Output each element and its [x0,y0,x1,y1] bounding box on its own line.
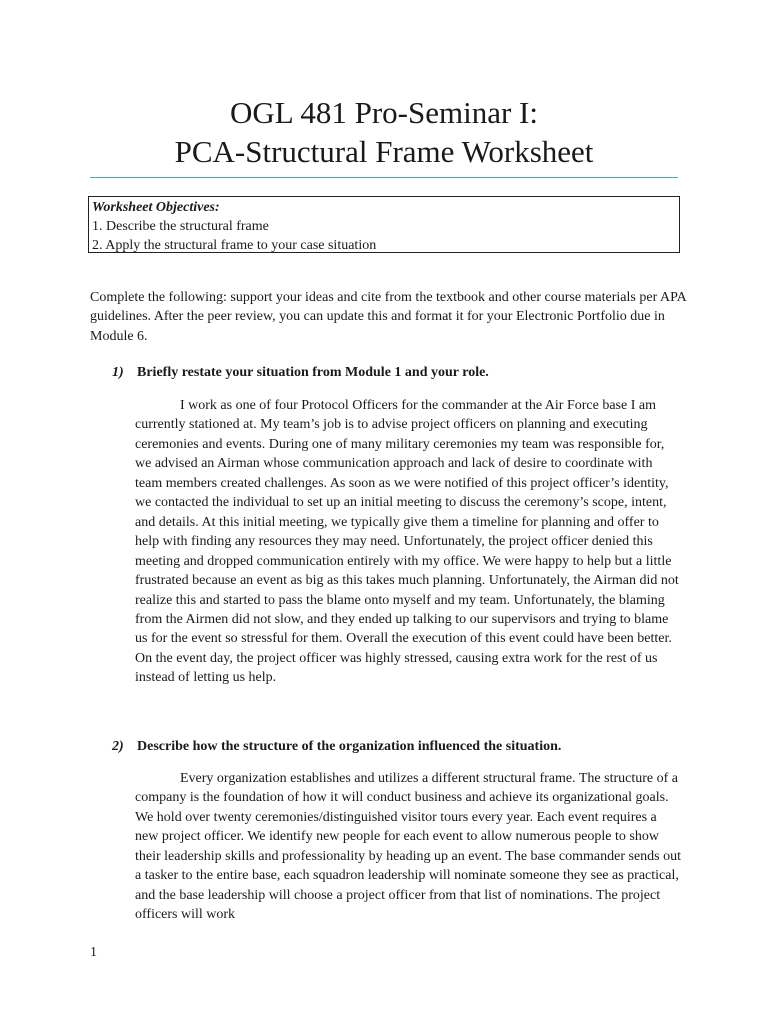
question-text: Briefly restate your situation from Module 1 and your role. [137,365,489,380]
question-1 [112,363,489,382]
instructions-paragraph: Complete the following: support your ideas and cite from the textbook and other course materials per APA guidelines. After the peer review, you can update this and format it for your Electronic Portfolio due in Module 6. [90,290,686,344]
document-title-line-1: OGL 481 Pro-Seminar I: [230,95,538,130]
question-number: 1) [112,365,124,380]
answer-1-paragraph: I work as one of four Protocol Officers for the commander at the Air Force base I am currently stationed at. My team’s job is to advise project officers on planning and executing ceremonies and events. During one of many military ceremonies my team was responsible for, we advised an Airman whose communication approach and lack of desire to coordinate with team members created challenges. As soon as we were notified of this project officer’s identity, we contacted the individual to set up an initial meeting to discuss the ceremony’s scope, intent, and details. At this initial meeting, we typically give them a timeline for planning and offer to help with finding any resources they may need. Unfortunately, the project officer denied this meeting and dropped communication entirely with my office. We were happy to help but a little frustrated because an event as big as this takes much planning. Unfortunately, the Airman did not realize this and started to pass the blame onto myself and my team. Unfortunately, the blaming from the Airmen did not slow, and they ended up talking to our supervisors and trying to blame us for the event so stressful for them. Overall the execution of this event could have been better. On the event day, the project officer was highly stressed, causing extra work for the rest of us instead of letting us help. [135,398,679,686]
objectives-heading: Worksheet Objectives: [92,200,220,215]
document-title-line-2: PCA-Structural Frame Worksheet [174,134,594,169]
question-text: Describe how the structure of the organization influenced the situation. [137,739,562,754]
title-divider [90,177,678,178]
answer-2-paragraph: Every organization establishes and utilizes a different structural frame. The structure of a company is the foundation of how it will conduct business and achieve its organizational goals. We hold over twenty ceremonies/distinguished visitor tours every year. Each event requires a new project officer. We identify new people for each event to allow numerous people to show their leadership skills and professionality by heading up an event. The base commander sends out a tasker to the entire base, each squadron leadership will nominate someone they see as practical, and the base leadership will choose a project officer from that list of nominations. The project officers will work [135,771,681,923]
question-number: 2) [112,739,124,754]
objective-item: 2. Apply the structural frame to your case situation [92,238,377,253]
page-number: 1 [90,945,97,960]
objectives-box [88,196,680,253]
question-2 [112,737,561,756]
objective-item: 1. Describe the structural frame [92,219,269,234]
